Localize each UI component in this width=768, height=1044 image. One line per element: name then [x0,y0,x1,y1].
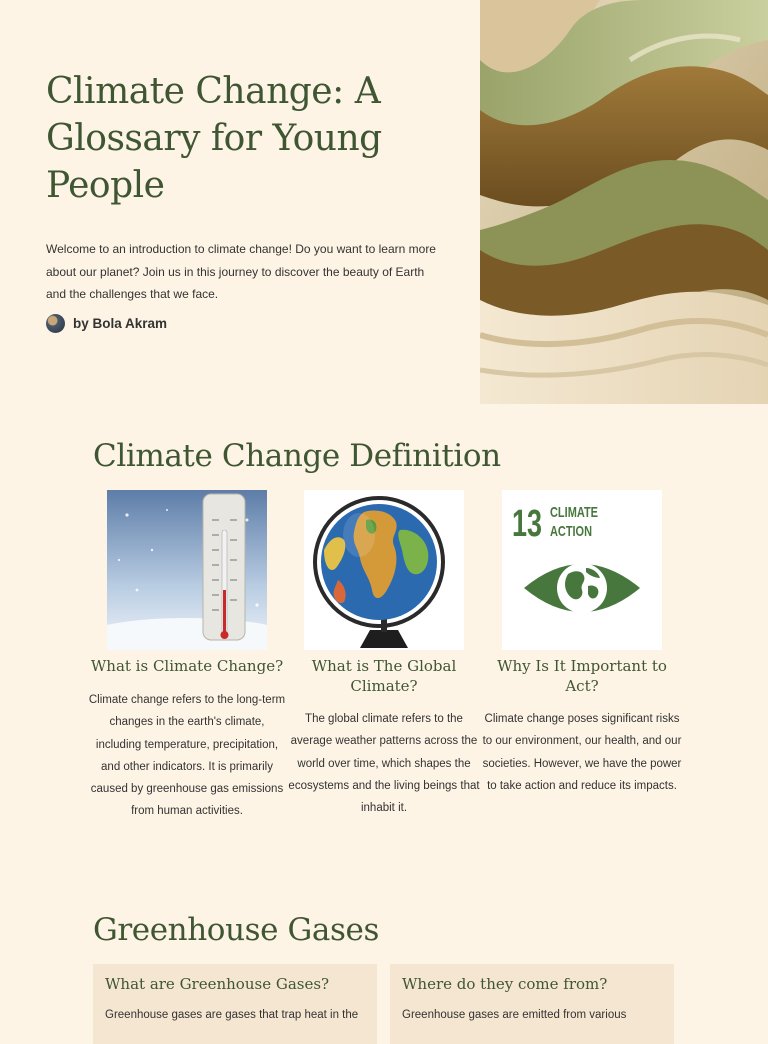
card-title: What is Climate Change? [90,657,284,675]
page-title: Climate Change: A Glossary for Young People [46,71,382,206]
definition-heading: Climate Change Definition [93,438,501,474]
svg-text:13: 13 [512,503,542,545]
svg-text:ACTION: ACTION [550,523,592,540]
sdg13-logo-image [502,490,662,650]
box-title: Where do they come from? [402,975,608,993]
author-name: by Bola Akram [73,316,168,331]
greenhouse-box [93,964,377,1044]
greenhouse-box [390,964,674,1044]
card-text: Climate change refers to the long-term changes in the earth's climate, including temperature, precipitation, and other indicators. It is primarily caused by greenhouse gas emissions from human activities. [88,694,286,818]
svg-text:CLIMATE: CLIMATE [550,504,598,521]
thermometer-image [107,490,267,650]
card-title: What is The Global Climate? [311,657,457,695]
greenhouse-heading: Greenhouse Gases [93,912,379,948]
box-text: Greenhouse gases are gases that trap heat in the [105,1009,359,1021]
box-title: What are Greenhouse Gases? [105,975,330,993]
card-text: The global climate refers to the average weather patterns across the world over time, which shapes the ecosystems and the living beings that inhabit it. [288,713,480,815]
card-title: Why Is It Important to Act? [497,657,667,695]
intro-paragraph: Welcome to an introduction to climate change! Do you want to learn more about our planet? Join us in this journey to discover the beauty of Earth and the challenges that we face. [46,242,436,301]
box-text: Greenhouse gases are emitted from various [402,1009,627,1021]
card-text: Climate change poses significant risks to our environment, our health, and our societies. However, we have the power to take action and reduce its impacts. [482,713,682,792]
globe-image [304,490,464,650]
author-byline [46,314,167,333]
abstract-wave-art [480,0,768,404]
author-avatar [46,314,65,333]
